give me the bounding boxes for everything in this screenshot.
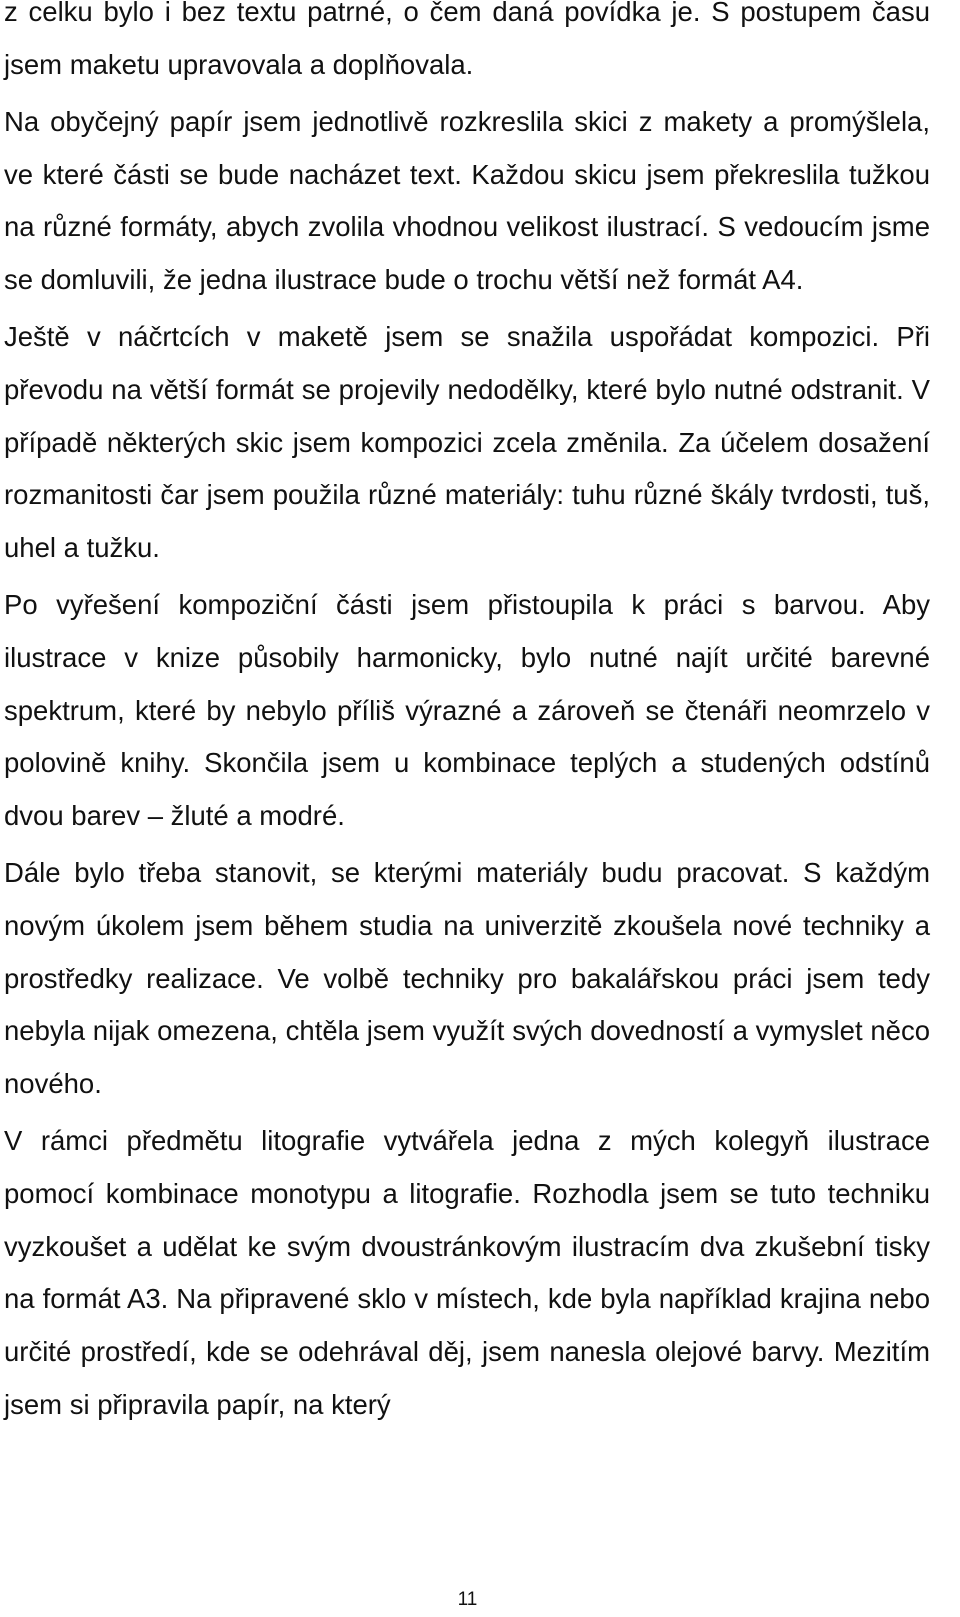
document-body bbox=[4, 0, 930, 1436]
paragraph-1: z celku bylo i bez textu patrné, o čem daná povídka je. S postupem času jsem maketu upravovala a doplňovala. bbox=[4, 0, 930, 80]
paragraph-6: V rámci předmětu litografie vytvářela jedna z mých kolegyň ilustrace pomocí kombinace monotypu a litografie. Rozhodla jsem se tuto techniku vyzkoušet a udělat ke svým dvoustránkovým ilustracím dva zkušební tisky na formát A3. Na připravené sklo v místech, kde byla například krajina nebo určité prostředí, kde se odehrával děj, jsem nanesla olejové barvy. Mezitím jsem si připravila papír, na který bbox=[4, 1125, 930, 1420]
paragraph-3: Ještě v náčrtcích v maketě jsem se snažila uspořádat kompozici. Při převodu na větší formát se projevily nedodělky, které bylo nutné odstranit. V případě některých skic jsem kompozici zcela změnila. Za účelem dosažení rozmanitosti čar jsem použila různé materiály: tuhu různé škály tvrdosti, tuš, uhel a tužku. bbox=[4, 321, 930, 564]
paragraph-2: Na obyčejný papír jsem jednotlivě rozkreslila skici z makety a promýšlela, ve které části se bude nacházet text. Každou skicu jsem překreslila tužkou na různé formáty, abych zvolila vhodnou velikost ilustrací. S vedoucím jsme se domluvili, že jedna ilustrace bude o trochu větší než formát A4. bbox=[4, 105, 930, 296]
paragraph-4: Po vyřešení kompoziční části jsem přistoupila k práci s barvou. Aby ilustrace v knize působily harmonicky, bylo nutné najít určité barevné spektrum, které by nebylo příliš výrazné a zároveň se čtenáři neomrzelo v polovině knihy. Skončila jsem u kombinace teplých a studených odstínů dvou barev – žluté a modré. bbox=[4, 589, 930, 832]
paragraph-5: Dále bylo třeba stanovit, se kterými materiály budu pracovat. S každým novým úkolem jsem během studia na univerzitě zkoušela nové techniky a prostředky realizace. Ve volbě techniky pro bakalářskou práci jsem tedy nebyla nijak omezena, chtěla jsem využít svých dovedností a vymyslet něco nového. bbox=[4, 857, 930, 1100]
page-number: 11 bbox=[457, 1589, 478, 1610]
